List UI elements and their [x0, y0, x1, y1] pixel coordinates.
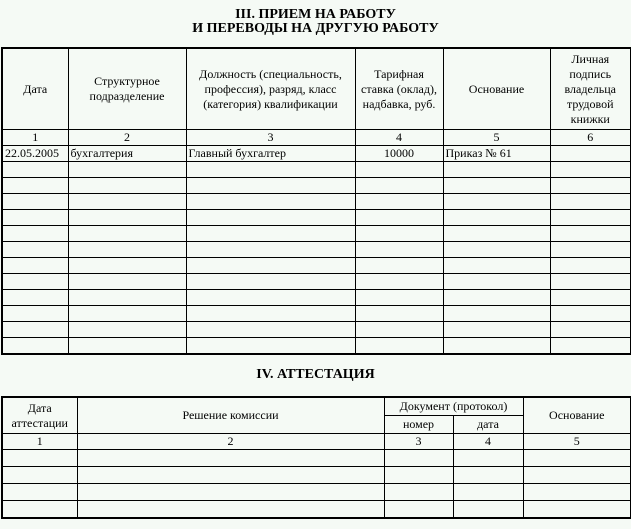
section3-title — [1, 8, 630, 36]
table-cell — [2, 467, 77, 484]
employment-table-row — [2, 146, 631, 162]
attestation-header-row-1 — [2, 397, 631, 416]
table-cell — [443, 306, 550, 322]
table-cell — [2, 306, 68, 322]
table-cell — [186, 338, 355, 355]
col-number: 2 — [77, 434, 384, 450]
table-cell — [523, 467, 631, 484]
col-header-position: Должность (специальность, профессия), разряд, класс (категория) квалификации — [186, 48, 355, 130]
table-cell — [77, 467, 384, 484]
table-cell — [2, 226, 68, 242]
table-cell — [2, 338, 68, 355]
table-cell — [2, 484, 77, 501]
table-cell — [355, 242, 443, 258]
table-cell — [186, 322, 355, 338]
table-cell — [384, 501, 453, 519]
table-cell — [523, 484, 631, 501]
table-cell — [2, 210, 68, 226]
table-cell — [550, 194, 631, 210]
table-cell — [453, 501, 523, 519]
employment-table-number-row — [2, 130, 631, 146]
col-header-structural-unit: Структурное подразделение — [68, 48, 186, 130]
col-header-basis: Основание — [523, 397, 631, 434]
table-cell — [186, 194, 355, 210]
table-cell — [77, 450, 384, 467]
table-cell — [443, 178, 550, 194]
table-cell — [2, 194, 68, 210]
attestation-table — [1, 396, 631, 519]
table-cell: 10000 — [355, 146, 443, 162]
table-cell — [68, 258, 186, 274]
table-cell — [68, 274, 186, 290]
table-cell — [355, 274, 443, 290]
section4-title: IV. АТТЕСТАЦИЯ — [256, 367, 375, 382]
employment-table-row — [2, 274, 631, 290]
col-number: 1 — [2, 130, 68, 146]
col-number: 3 — [384, 434, 453, 450]
table-cell — [550, 258, 631, 274]
table-cell — [2, 501, 77, 519]
attestation-table-row — [2, 467, 631, 484]
table-cell — [2, 450, 77, 467]
table-cell — [443, 274, 550, 290]
table-cell — [186, 162, 355, 178]
table-cell — [68, 322, 186, 338]
col-header-document-protocol: Документ (протокол) — [384, 397, 523, 416]
table-cell — [443, 242, 550, 258]
table-cell — [2, 178, 68, 194]
col-number: 4 — [355, 130, 443, 146]
col-header-document-date: дата — [453, 416, 523, 434]
table-cell — [186, 178, 355, 194]
table-cell — [443, 290, 550, 306]
col-number: 5 — [443, 130, 550, 146]
attestation-table-row — [2, 501, 631, 519]
table-cell — [550, 146, 631, 162]
table-cell — [68, 194, 186, 210]
table-cell — [2, 290, 68, 306]
table-cell — [186, 274, 355, 290]
employment-table-row — [2, 162, 631, 178]
table-cell — [384, 484, 453, 501]
table-cell — [355, 194, 443, 210]
table-cell — [355, 306, 443, 322]
table-cell — [186, 242, 355, 258]
table-cell — [550, 242, 631, 258]
table-cell — [550, 162, 631, 178]
employment-table-header-row — [2, 48, 631, 130]
table-cell — [355, 178, 443, 194]
table-cell — [523, 450, 631, 467]
table-cell — [68, 290, 186, 306]
attestation-number-row — [2, 434, 631, 450]
table-cell — [550, 226, 631, 242]
table-cell — [523, 501, 631, 519]
section3-title-line2: И ПЕРЕВОДЫ НА ДРУГУЮ РАБОТУ — [192, 21, 439, 36]
table-cell — [384, 467, 453, 484]
table-cell — [550, 322, 631, 338]
employment-transfers-table — [1, 47, 631, 355]
table-cell — [186, 306, 355, 322]
table-cell — [68, 162, 186, 178]
table-cell — [68, 226, 186, 242]
col-number: 4 — [453, 434, 523, 450]
table-cell — [68, 242, 186, 258]
employment-table-row — [2, 210, 631, 226]
col-header-document-number: номер — [384, 416, 453, 434]
table-cell — [68, 306, 186, 322]
col-header-commission-decision: Решение комиссии — [77, 397, 384, 434]
table-cell — [186, 290, 355, 306]
table-cell — [443, 322, 550, 338]
section3-title-line1: III. ПРИЕМ НА РАБОТУ — [235, 7, 396, 22]
table-cell — [550, 338, 631, 355]
table-cell — [443, 210, 550, 226]
table-cell — [550, 290, 631, 306]
employment-table-row — [2, 226, 631, 242]
employment-table-row — [2, 242, 631, 258]
col-header-attestation-date: Дата аттестации — [2, 397, 77, 434]
table-cell — [77, 484, 384, 501]
employment-table-row — [2, 194, 631, 210]
col-number: 6 — [550, 130, 631, 146]
table-cell — [355, 290, 443, 306]
col-number: 1 — [2, 434, 77, 450]
table-cell — [77, 501, 384, 519]
table-cell — [2, 242, 68, 258]
table-cell — [550, 306, 631, 322]
table-cell — [68, 178, 186, 194]
table-cell — [443, 258, 550, 274]
table-cell — [443, 162, 550, 178]
table-cell — [355, 338, 443, 355]
table-cell — [355, 210, 443, 226]
table-cell — [186, 210, 355, 226]
work-record-book-page — [1, 8, 630, 519]
table-cell — [186, 258, 355, 274]
table-cell — [2, 274, 68, 290]
attestation-table-row — [2, 450, 631, 467]
col-number: 3 — [186, 130, 355, 146]
table-cell — [355, 162, 443, 178]
table-cell — [2, 258, 68, 274]
table-cell: Главный бухгалтер — [186, 146, 355, 162]
table-cell: бухгалтерия — [68, 146, 186, 162]
table-cell — [443, 226, 550, 242]
table-cell: Приказ № 61 — [443, 146, 550, 162]
attestation-table-row — [2, 484, 631, 501]
table-cell — [453, 484, 523, 501]
employment-table-row — [2, 290, 631, 306]
table-cell — [2, 322, 68, 338]
table-cell — [443, 338, 550, 355]
col-header-date: Дата — [2, 48, 68, 130]
employment-table-row — [2, 338, 631, 355]
table-cell — [550, 210, 631, 226]
table-cell — [384, 450, 453, 467]
employment-table-row — [2, 306, 631, 322]
table-cell — [453, 467, 523, 484]
table-cell — [355, 258, 443, 274]
table-cell — [2, 162, 68, 178]
table-cell — [550, 178, 631, 194]
col-header-basis: Основание — [443, 48, 550, 130]
col-number: 2 — [68, 130, 186, 146]
table-cell — [68, 210, 186, 226]
table-cell — [68, 338, 186, 355]
employment-table-row — [2, 178, 631, 194]
employment-table-row — [2, 322, 631, 338]
col-header-personal-signature: Личная подпись владельца трудовой книжки — [550, 48, 631, 130]
col-number: 5 — [523, 434, 631, 450]
table-cell: 22.05.2005 — [2, 146, 68, 162]
employment-table-row — [2, 258, 631, 274]
table-cell — [550, 274, 631, 290]
table-cell — [453, 450, 523, 467]
table-cell — [186, 226, 355, 242]
table-cell — [355, 322, 443, 338]
col-header-tariff-rate: Тарифная ставка (оклад), надбавка, руб. — [355, 48, 443, 130]
table-cell — [355, 226, 443, 242]
table-cell — [443, 194, 550, 210]
